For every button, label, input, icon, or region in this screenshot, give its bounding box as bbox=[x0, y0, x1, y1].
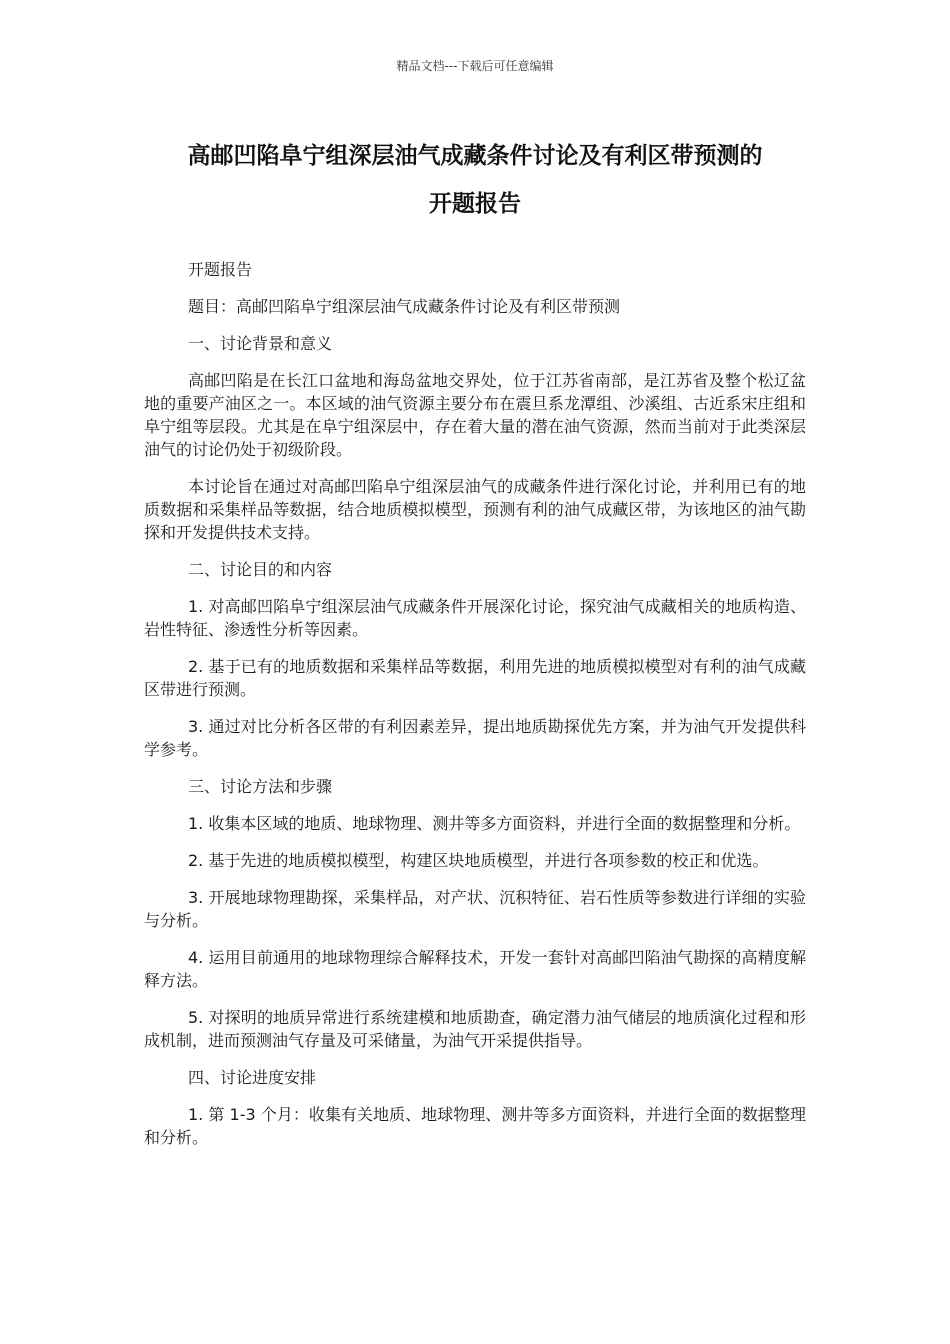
section-3-item-2: 2. 基于先进的地质模拟模型，构建区块地质模型，并进行各项参数的校正和优选。 bbox=[188, 851, 769, 870]
section-4-heading: 四、讨论进度安排 bbox=[188, 1068, 317, 1087]
section-3-heading: 三、讨论方法和步骤 bbox=[188, 777, 333, 796]
section-2-item-1: 1. 对高邮凹陷阜宁组深层油气成藏条件开展深化讨论，探究油气成藏相关的地质构造、岩性特征、渗透性分析等因素。 bbox=[144, 597, 806, 639]
report-topic: 题目：高邮凹陷阜宁组深层油气成藏条件讨论及有利区带预测 bbox=[188, 297, 621, 316]
section-2-item-2: 2. 基于已有的地质数据和采集样品等数据，利用先进的地质模拟模型对有利的油气成藏区带进行预测。 bbox=[144, 657, 806, 699]
section-1-heading: 一、讨论背景和意义 bbox=[188, 334, 333, 353]
section-4-item-1: 1. 第 1-3 个月：收集有关地质、地球物理、测井等多方面资料，并进行全面的数据整理和分析。 bbox=[144, 1105, 806, 1147]
document-body bbox=[144, 258, 806, 1163]
section-3-item-3: 3. 开展地球物理勘探，采集样品，对产状、沉积特征、岩石性质等参数进行详细的实验与分析。 bbox=[144, 888, 806, 930]
document-title-line-1: 高邮凹陷阜宁组深层油气成藏条件讨论及有利区带预测的 bbox=[187, 143, 763, 169]
section-3-item-5: 5. 对探明的地质异常进行系统建模和地质勘查，确定潜力油气储层的地质演化过程和形成机制，进而预测油气存量及可采储量，为油气开采提供指导。 bbox=[144, 1008, 806, 1050]
section-1-paragraph-1: 高邮凹陷是在长江口盆地和海岛盆地交界处，位于江苏省南部，是江苏省及整个松辽盆地的重要产油区之一。本区域的油气资源主要分布在震旦系龙潭组、沙溪组、古近系宋庄组和阜宁组等层段。尤其是在阜宁组深层中，存在着大量的潜在油气资源，然而当前对于此类深层油气的讨论仍处于初级阶段。 bbox=[144, 371, 806, 459]
section-2-item-3: 3. 通过对比分析各区带的有利因素差异，提出地质勘探优先方案，并为油气开发提供科学参考。 bbox=[144, 717, 806, 759]
section-3-item-1: 1. 收集本区域的地质、地球物理、测井等多方面资料，并进行全面的数据整理和分析。 bbox=[188, 814, 801, 833]
section-1-paragraph-2: 本讨论旨在通过对高邮凹陷阜宁组深层油气的成藏条件进行深化讨论，并利用已有的地质数据和采集样品等数据，结合地质模拟模型，预测有利的油气成藏区带，为该地区的油气勘探和开发提供技术支持。 bbox=[144, 477, 806, 542]
section-2-heading: 二、讨论目的和内容 bbox=[188, 560, 333, 579]
document-title-line-2: 开题报告 bbox=[429, 191, 521, 217]
header-note: 精品文档---下载后可任意编辑 bbox=[396, 59, 554, 73]
report-label: 开题报告 bbox=[188, 260, 253, 279]
section-3-item-4: 4. 运用目前通用的地球物理综合解释技术，开发一套针对高邮凹陷油气勘探的高精度解释方法。 bbox=[144, 948, 806, 990]
